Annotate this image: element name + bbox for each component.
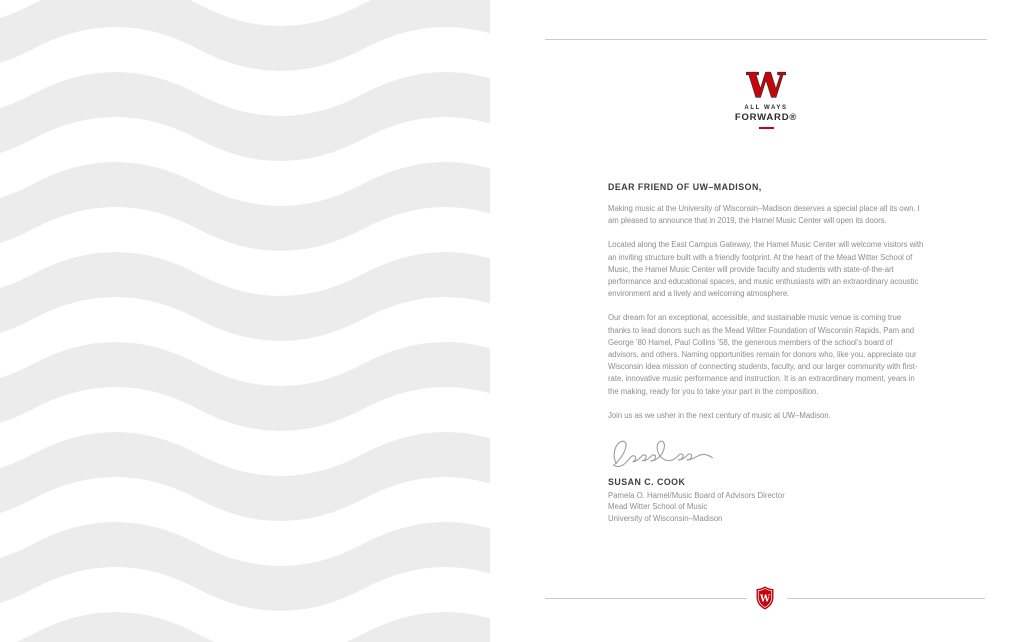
- handwritten-signature: [608, 434, 718, 472]
- tagline-forward: FORWARD®: [734, 112, 798, 123]
- paragraph: Located along the East Campus Gateway, the Hamel Music Center will welcome visitors with an inviting structure built with a friendly footprint. At the heart of the Mead Witter School of Music, the Hamel Music Center will provide faculty and students with state-of-the-art performance and educational spaces, and music enthusiasts with an extraordinary acoustic environment and a lively and welcoming atmosphere.: [608, 240, 924, 299]
- signer-name: SUSAN C. COOK: [608, 477, 686, 488]
- red-underline: [759, 127, 774, 129]
- wave-panel: [0, 0, 490, 642]
- footer-rule-left: [545, 598, 747, 599]
- top-rule: [545, 39, 987, 40]
- motion-w-icon: [743, 66, 789, 104]
- footer-rule-right: [787, 598, 985, 599]
- letter-page: [490, 0, 1024, 642]
- svg-text:W: W: [746, 66, 786, 104]
- paragraph: Making music at the University of Wisconsin–Madison deserves a special place all its own. I am pleased to announce that in 2019, the Hamel Music Center will open its doors.: [608, 204, 920, 226]
- signer-title: Pamela O. Hamel/Music Board of Advisors Director: [608, 491, 785, 501]
- salutation: DEAR FRIEND OF UW–MADISON,: [608, 182, 762, 192]
- uw-crest-icon: [756, 586, 774, 610]
- paragraph: Join us as we usher in the next century of music at UW–Madison.: [608, 410, 831, 420]
- signer-university: University of Wisconsin–Madison: [608, 513, 723, 523]
- svg-text:W: W: [759, 594, 771, 605]
- signer-school: Mead Witter School of Music: [608, 502, 708, 512]
- tagline-all-ways: ALL WAYS: [744, 105, 788, 111]
- uw-logo: [608, 66, 924, 129]
- wave-pattern-graphic: [0, 0, 490, 642]
- letter-body: [608, 182, 924, 524]
- paragraph: Our dream for an exceptional, accessible, and sustainable music venue is coming true thanks to lead donors such as the Mead Witter Foundation of Wisconsin Rapids, Pam and George ’80 Hamel, Paul Collins ’58, the generous members of the school’s board of advisors, and others. Naming opportunities remain for donors who, like you, appreciate our Wisconsin Idea mission of connecting students, faculty, and our larger community with first-rate, innovative music performance and instruction. It is an extraordinary moment, years in the making, ready for you to take your part in the composition.: [608, 313, 918, 396]
